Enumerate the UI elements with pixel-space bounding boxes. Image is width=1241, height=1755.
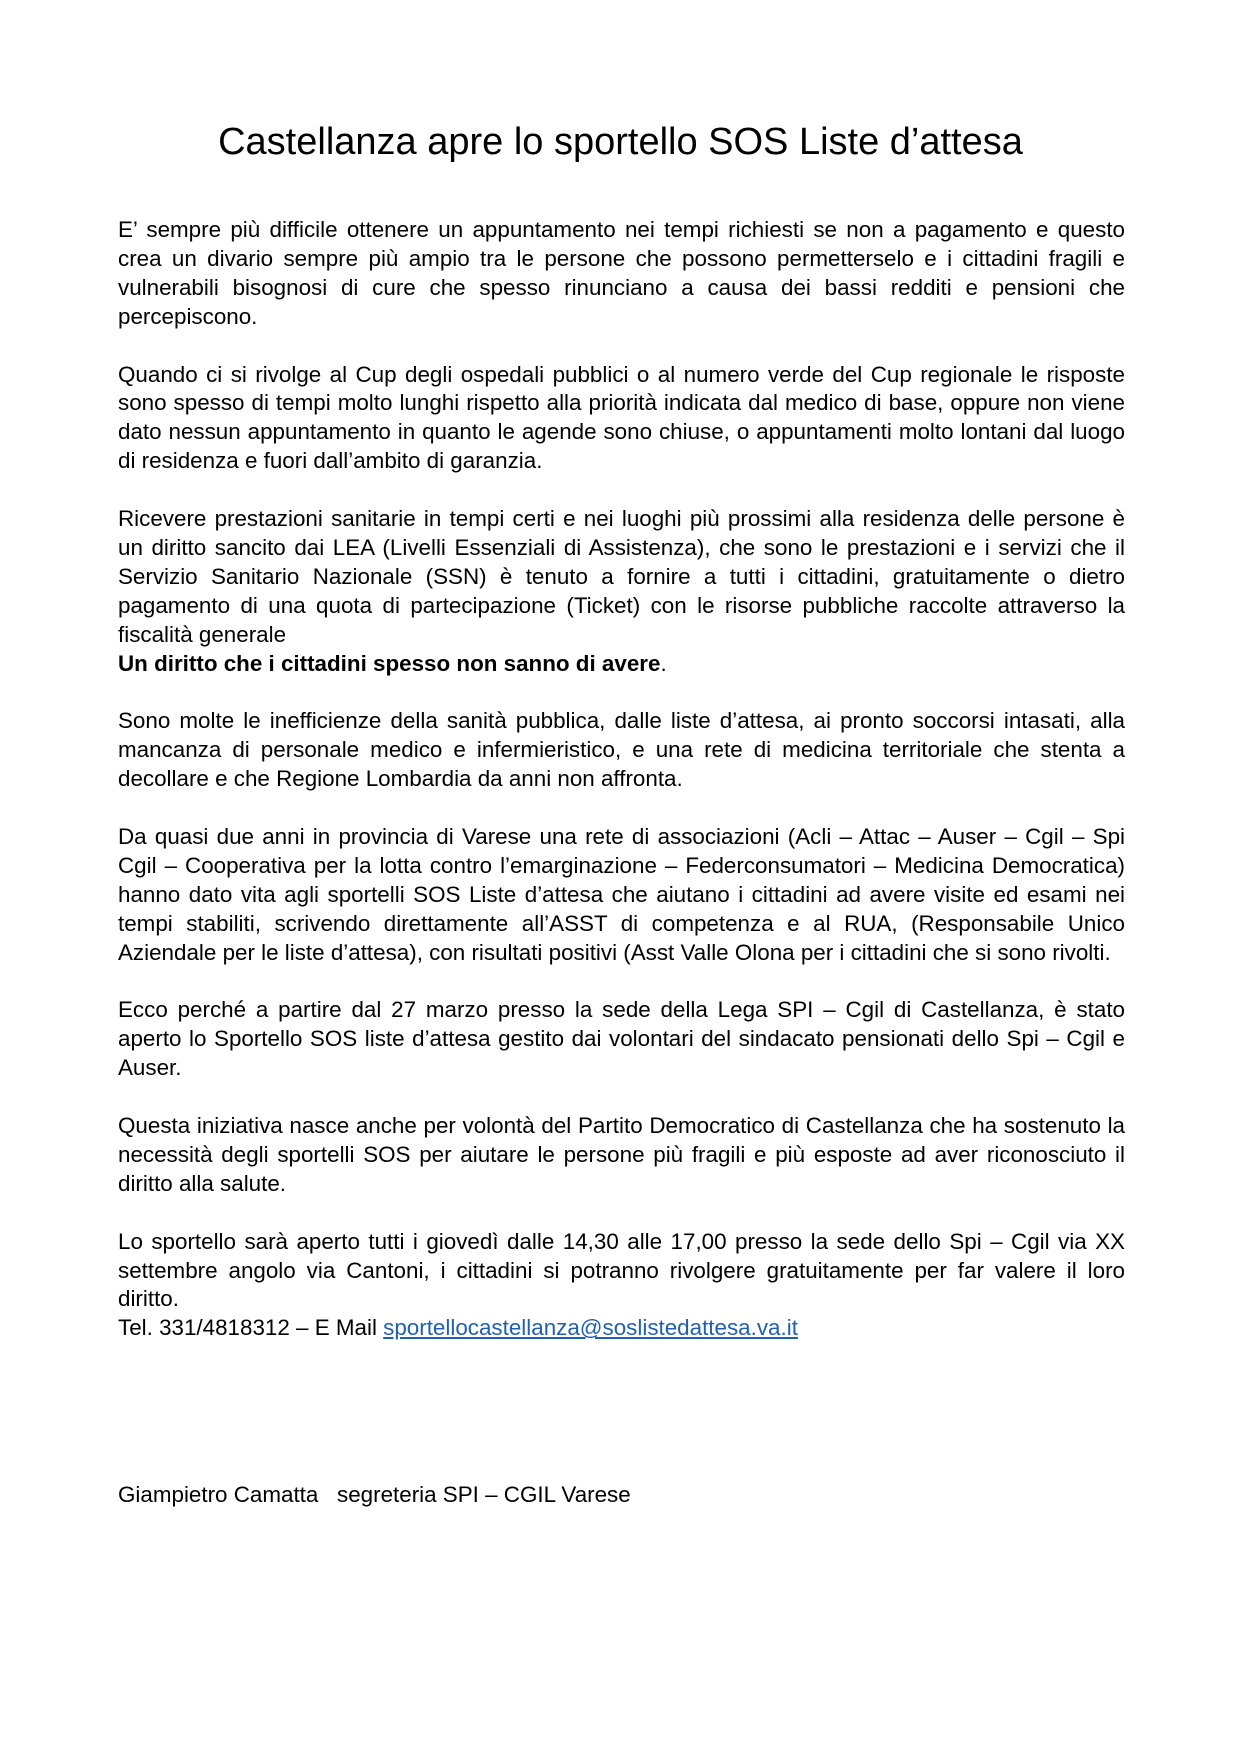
paragraph-opening-hours: Lo sportello sarà aperto tutti i giovedì dalle 14,30 alle 17,00 presso la sede dello Spi – Cgil via XX settembre angolo via Cantoni, i cittadini si potranno rivolgere gratuitamente per far valere il loro diritto. [118, 1228, 1125, 1312]
bold-statement-period: . [660, 650, 667, 676]
paragraph-waiting-times: E’ sempre più difficile ottenere un appuntamento nei tempi richiesti se non a pagamento e questo crea un divario sempre più ampio tra le persone che possono permetterselo e i cittadini fragili e vulnerabili bisognosi di cure che spesso rinunciano a causa dei bassi redditi e pensioni che percepiscono. [118, 217, 1125, 329]
bold-statement: Un diritto che i cittadini spesso non sanno di avere [118, 650, 661, 676]
paragraph-cup-responses: Quando ci si rivolge al Cup degli ospedali pubblici o al numero verde del Cup regionale le risposte sono spesso di tempi molto lunghi rispetto alla priorità indicata dal medico di base, oppure non viene dato nessun appuntamento in quanto le agende sono chiuse, o appuntamenti molto lontani dal luogo di residenza e fuori dall’ambito di garanzia. [118, 361, 1125, 474]
paragraph-castellanza-opening: Ecco perché a partire dal 27 marzo presso la sede della Lega SPI – Cgil di Castellanza, è stato aperto lo Sportello SOS liste d’attesa gestito dai volontari del sindacato pensionati dello Spi – Cgil e Auser. [118, 997, 1125, 1081]
document-body [118, 216, 1125, 1343]
paragraph-network-associations: Da quasi due anni in provincia di Varese una rete di associazioni (Acli – Attac – Auser – Cgil – Spi Cgil – Cooperativa per la lotta contro l’emarginazione – Federconsumatori – Medicina Democratica) hanno dato vita agli sportelli SOS Liste d’attesa che aiutano i cittadini ad avere visite ed esami nei tempi stabiliti, scrivendo direttamente all’ASST di competenza e al RUA, (Responsabile Unico Aziendale per le liste d’attesa), con risultati positivi (Asst Valle Olona per i cittadini che si sono rivolti. [118, 823, 1125, 965]
contact-line [118, 1314, 1125, 1343]
contact-email-link[interactable]: sportellocastellanza@soslistedattesa.va.it [383, 1315, 798, 1341]
paragraph-lea-right: Ricevere prestazioni sanitarie in tempi certi e nei luoghi più prossimi alla residenza delle persone è un diritto sancito dai LEA (Livelli Essenziali di Assistenza), che sono le prestazioni e i servizi che il Servizio Sanitario Nazionale (SSN) è tenuto a fornire a tutti i cittadini, gratuitamente o dietro pagamento di una quota di partecipazione (Ticket) con le risorse pubbliche raccolte attraverso la fiscalità generale [118, 506, 1125, 647]
paragraph-inefficiencies: Sono molte le inefficienze della sanità pubblica, dalle liste d’attesa, ai pronto soccorsi intasati, alla mancanza di personale medico e infermieristico, e una rete di medicina territoriale che stenta a decollare e che Regione Lombardia da anni non affronta. [118, 708, 1125, 792]
bold-statement-line [118, 650, 1125, 679]
signature: Giampietro Camatta segreteria SPI – CGIL Varese [118, 1482, 631, 1507]
paragraph-initiative: Questa iniziativa nasce anche per volontà del Partito Democratico di Castellanza che ha sostenuto la necessità degli sportelli SOS per aiutare le persone più fragili e più esposte ad aver riconosciuto il diritto alla salute. [118, 1113, 1125, 1196]
document-title: Castellanza apre lo sportello SOS Liste d’attesa [218, 121, 1023, 163]
contact-phone: Tel. 331/4818312 – E Mail [118, 1315, 384, 1341]
